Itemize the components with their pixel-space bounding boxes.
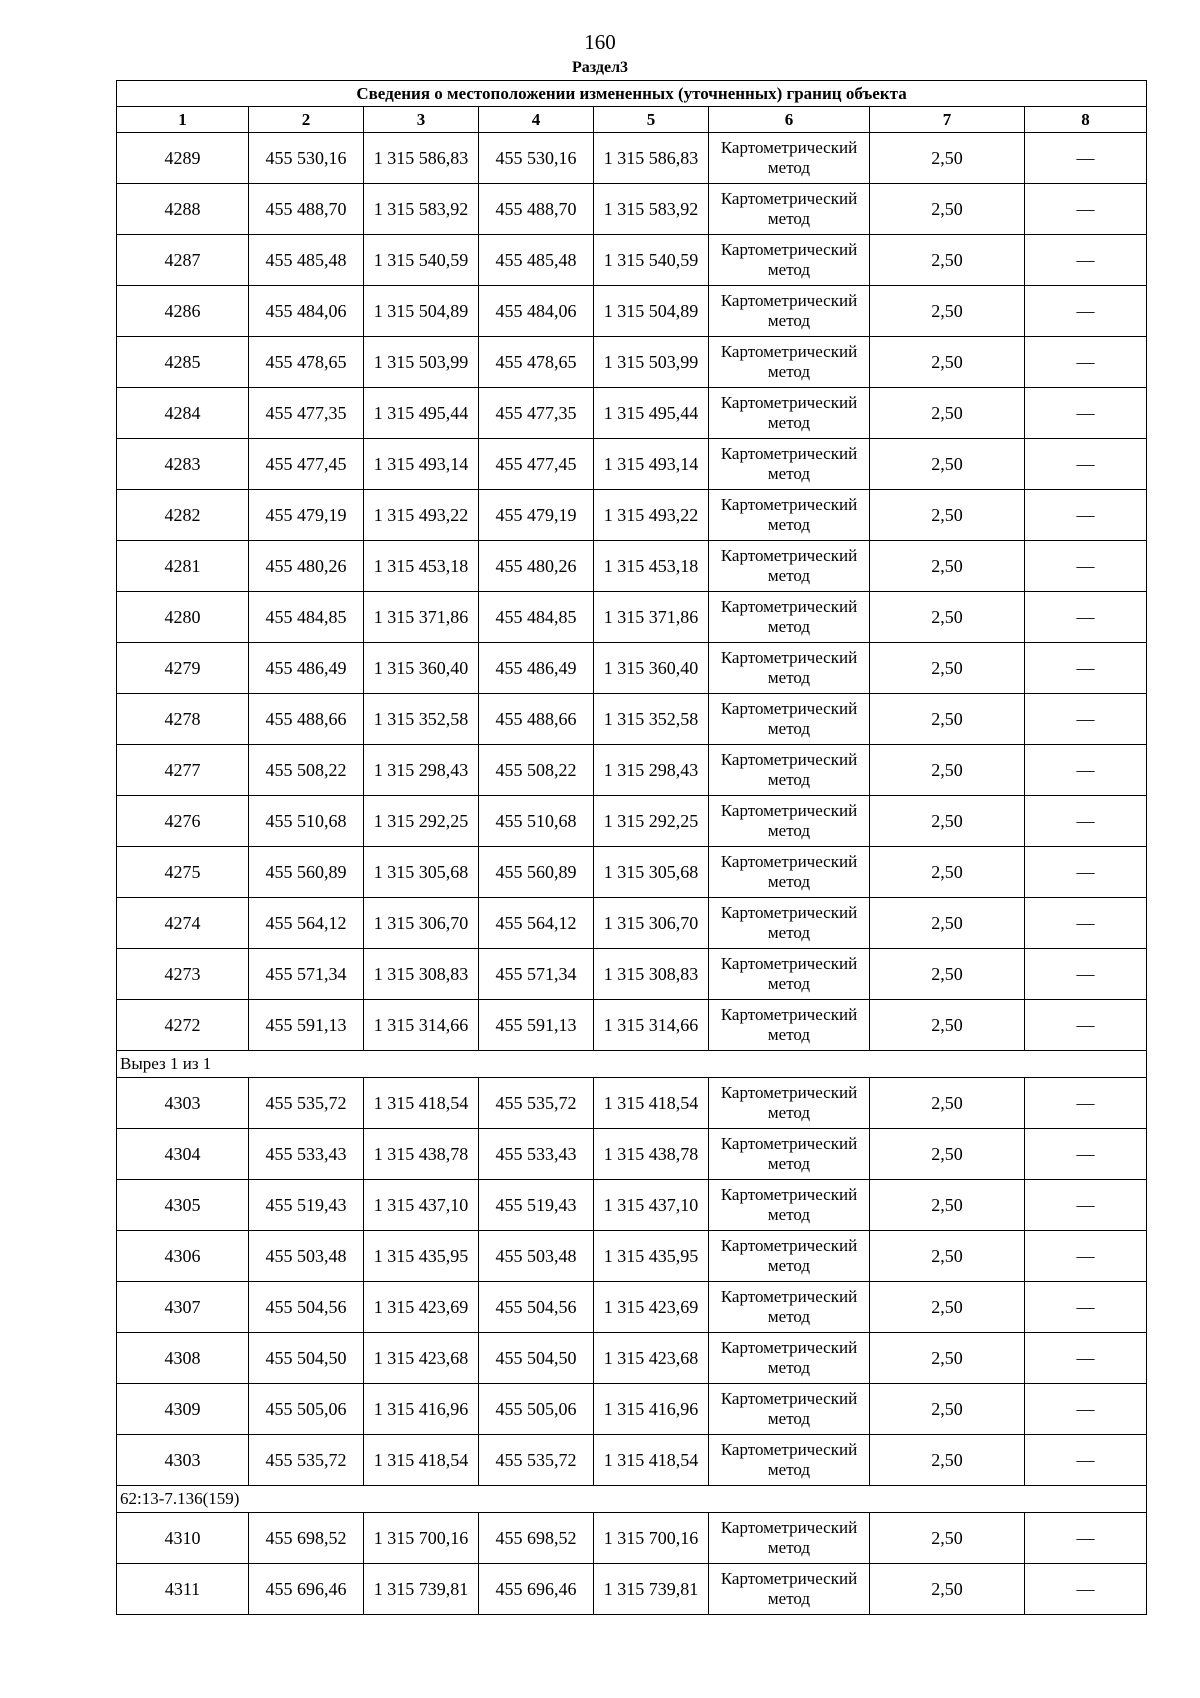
y-old-cell: 1 315 503,99 [364, 337, 479, 388]
method-cell: Картометрический метод [709, 133, 870, 184]
accuracy-cell: 2,50 [870, 847, 1025, 898]
y-old-cell: 1 315 292,25 [364, 796, 479, 847]
y-new-cell: 1 315 540,59 [594, 235, 709, 286]
point-number-cell: 4303 [117, 1078, 249, 1129]
x-old-cell: 455 488,66 [249, 694, 364, 745]
method-cell: Картометрический метод [709, 1513, 870, 1564]
point-number-cell: 4276 [117, 796, 249, 847]
y-new-cell: 1 315 352,58 [594, 694, 709, 745]
y-new-cell: 1 315 306,70 [594, 898, 709, 949]
accuracy-cell: 2,50 [870, 592, 1025, 643]
x-old-cell: 455 535,72 [249, 1078, 364, 1129]
method-cell: Картометрический метод [709, 337, 870, 388]
description-cell: — [1025, 847, 1147, 898]
point-number-cell: 4305 [117, 1180, 249, 1231]
table-row [117, 1513, 1147, 1564]
point-number-cell: 4288 [117, 184, 249, 235]
accuracy-cell: 2,50 [870, 745, 1025, 796]
method-cell: Картометрический метод [709, 949, 870, 1000]
x-old-cell: 455 504,56 [249, 1282, 364, 1333]
y-new-cell: 1 315 493,14 [594, 439, 709, 490]
x-new-cell: 455 484,85 [479, 592, 594, 643]
point-number-cell: 4287 [117, 235, 249, 286]
description-cell: — [1025, 592, 1147, 643]
point-number-cell: 4289 [117, 133, 249, 184]
x-new-cell: 455 571,34 [479, 949, 594, 1000]
x-new-cell: 455 696,46 [479, 1564, 594, 1615]
description-cell: — [1025, 796, 1147, 847]
x-new-cell: 455 503,48 [479, 1231, 594, 1282]
table-row [117, 541, 1147, 592]
description-cell: — [1025, 541, 1147, 592]
x-new-cell: 455 510,68 [479, 796, 594, 847]
x-old-cell: 455 560,89 [249, 847, 364, 898]
x-old-cell: 455 535,72 [249, 1435, 364, 1486]
table-row [117, 1564, 1147, 1615]
accuracy-cell: 2,50 [870, 1384, 1025, 1435]
method-cell: Картометрический метод [709, 1129, 870, 1180]
table-row [117, 1129, 1147, 1180]
description-cell: — [1025, 745, 1147, 796]
description-cell: — [1025, 1129, 1147, 1180]
y-old-cell: 1 315 586,83 [364, 133, 479, 184]
method-cell: Картометрический метод [709, 643, 870, 694]
group-label: Вырез 1 из 1 [117, 1051, 1147, 1078]
y-old-cell: 1 315 423,69 [364, 1282, 479, 1333]
y-new-cell: 1 315 423,68 [594, 1333, 709, 1384]
table-row [117, 1435, 1147, 1486]
table-row [117, 1078, 1147, 1129]
accuracy-cell: 2,50 [870, 133, 1025, 184]
x-old-cell: 455 696,46 [249, 1564, 364, 1615]
accuracy-cell: 2,50 [870, 1000, 1025, 1051]
x-new-cell: 455 477,35 [479, 388, 594, 439]
accuracy-cell: 2,50 [870, 1564, 1025, 1615]
table-row [117, 235, 1147, 286]
point-number-cell: 4311 [117, 1564, 249, 1615]
x-old-cell: 455 478,65 [249, 337, 364, 388]
method-cell: Картометрический метод [709, 490, 870, 541]
x-old-cell: 455 533,43 [249, 1129, 364, 1180]
column-number: 6 [709, 107, 870, 133]
accuracy-cell: 2,50 [870, 1282, 1025, 1333]
x-new-cell: 455 508,22 [479, 745, 594, 796]
description-cell: — [1025, 1384, 1147, 1435]
x-new-cell: 455 519,43 [479, 1180, 594, 1231]
table-row [117, 286, 1147, 337]
accuracy-cell: 2,50 [870, 541, 1025, 592]
description-cell: — [1025, 1180, 1147, 1231]
y-old-cell: 1 315 371,86 [364, 592, 479, 643]
column-number: 7 [870, 107, 1025, 133]
description-cell: — [1025, 337, 1147, 388]
table-row [117, 439, 1147, 490]
x-new-cell: 455 591,13 [479, 1000, 594, 1051]
x-old-cell: 455 477,35 [249, 388, 364, 439]
point-number-cell: 4283 [117, 439, 249, 490]
method-cell: Картометрический метод [709, 1564, 870, 1615]
point-number-cell: 4281 [117, 541, 249, 592]
table-row [117, 184, 1147, 235]
y-new-cell: 1 315 371,86 [594, 592, 709, 643]
y-old-cell: 1 315 504,89 [364, 286, 479, 337]
method-cell: Картометрический метод [709, 1231, 870, 1282]
accuracy-cell: 2,50 [870, 337, 1025, 388]
point-number-cell: 4304 [117, 1129, 249, 1180]
accuracy-cell: 2,50 [870, 1180, 1025, 1231]
y-new-cell: 1 315 739,81 [594, 1564, 709, 1615]
y-old-cell: 1 315 493,22 [364, 490, 479, 541]
description-cell: — [1025, 235, 1147, 286]
table-row [117, 847, 1147, 898]
point-number-cell: 4277 [117, 745, 249, 796]
x-new-cell: 455 533,43 [479, 1129, 594, 1180]
accuracy-cell: 2,50 [870, 490, 1025, 541]
method-cell: Картометрический метод [709, 541, 870, 592]
accuracy-cell: 2,50 [870, 1231, 1025, 1282]
description-cell: — [1025, 286, 1147, 337]
y-new-cell: 1 315 435,95 [594, 1231, 709, 1282]
description-cell: — [1025, 133, 1147, 184]
accuracy-cell: 2,50 [870, 1129, 1025, 1180]
y-new-cell: 1 315 423,69 [594, 1282, 709, 1333]
y-new-cell: 1 315 314,66 [594, 1000, 709, 1051]
x-old-cell: 455 486,49 [249, 643, 364, 694]
y-new-cell: 1 315 453,18 [594, 541, 709, 592]
table-row [117, 592, 1147, 643]
y-old-cell: 1 315 438,78 [364, 1129, 479, 1180]
description-cell: — [1025, 490, 1147, 541]
y-new-cell: 1 315 495,44 [594, 388, 709, 439]
method-cell: Картометрический метод [709, 1435, 870, 1486]
y-new-cell: 1 315 583,92 [594, 184, 709, 235]
x-old-cell: 455 503,48 [249, 1231, 364, 1282]
table-row [117, 643, 1147, 694]
table-row [117, 490, 1147, 541]
x-new-cell: 455 560,89 [479, 847, 594, 898]
column-number: 5 [594, 107, 709, 133]
accuracy-cell: 2,50 [870, 643, 1025, 694]
table-row [117, 745, 1147, 796]
point-number-cell: 4279 [117, 643, 249, 694]
column-number: 2 [249, 107, 364, 133]
x-new-cell: 455 504,50 [479, 1333, 594, 1384]
x-old-cell: 455 564,12 [249, 898, 364, 949]
y-old-cell: 1 315 352,58 [364, 694, 479, 745]
x-old-cell: 455 480,26 [249, 541, 364, 592]
accuracy-cell: 2,50 [870, 1078, 1025, 1129]
y-old-cell: 1 315 540,59 [364, 235, 479, 286]
accuracy-cell: 2,50 [870, 898, 1025, 949]
y-new-cell: 1 315 305,68 [594, 847, 709, 898]
column-number: 1 [117, 107, 249, 133]
point-number-cell: 4272 [117, 1000, 249, 1051]
accuracy-cell: 2,50 [870, 694, 1025, 745]
group-label-row [117, 1486, 1147, 1513]
point-number-cell: 4309 [117, 1384, 249, 1435]
table-row [117, 1000, 1147, 1051]
point-number-cell: 4306 [117, 1231, 249, 1282]
x-new-cell: 455 535,72 [479, 1078, 594, 1129]
x-new-cell: 455 485,48 [479, 235, 594, 286]
table-row [117, 1180, 1147, 1231]
x-old-cell: 455 477,45 [249, 439, 364, 490]
table-row [117, 949, 1147, 1000]
x-new-cell: 455 564,12 [479, 898, 594, 949]
x-new-cell: 455 505,06 [479, 1384, 594, 1435]
table-row [117, 1333, 1147, 1384]
y-old-cell: 1 315 305,68 [364, 847, 479, 898]
accuracy-cell: 2,50 [870, 1333, 1025, 1384]
group-label: 62:13-7.136(159) [117, 1486, 1147, 1513]
y-old-cell: 1 315 435,95 [364, 1231, 479, 1282]
accuracy-cell: 2,50 [870, 286, 1025, 337]
x-new-cell: 455 478,65 [479, 337, 594, 388]
method-cell: Картометрический метод [709, 694, 870, 745]
x-new-cell: 455 480,26 [479, 541, 594, 592]
method-cell: Картометрический метод [709, 388, 870, 439]
accuracy-cell: 2,50 [870, 184, 1025, 235]
method-cell: Картометрический метод [709, 592, 870, 643]
x-old-cell: 455 698,52 [249, 1513, 364, 1564]
table-row [117, 1384, 1147, 1435]
y-old-cell: 1 315 308,83 [364, 949, 479, 1000]
y-new-cell: 1 315 292,25 [594, 796, 709, 847]
description-cell: — [1025, 898, 1147, 949]
y-new-cell: 1 315 418,54 [594, 1435, 709, 1486]
y-old-cell: 1 315 360,40 [364, 643, 479, 694]
y-new-cell: 1 315 700,16 [594, 1513, 709, 1564]
x-new-cell: 455 484,06 [479, 286, 594, 337]
accuracy-cell: 2,50 [870, 235, 1025, 286]
method-cell: Картометрический метод [709, 796, 870, 847]
x-new-cell: 455 477,45 [479, 439, 594, 490]
column-number: 4 [479, 107, 594, 133]
method-cell: Картометрический метод [709, 1180, 870, 1231]
y-new-cell: 1 315 418,54 [594, 1078, 709, 1129]
point-number-cell: 4285 [117, 337, 249, 388]
point-number-cell: 4307 [117, 1282, 249, 1333]
y-old-cell: 1 315 495,44 [364, 388, 479, 439]
description-cell: — [1025, 439, 1147, 490]
description-cell: — [1025, 1435, 1147, 1486]
x-old-cell: 455 485,48 [249, 235, 364, 286]
y-new-cell: 1 315 437,10 [594, 1180, 709, 1231]
point-number-cell: 4284 [117, 388, 249, 439]
method-cell: Картометрический метод [709, 184, 870, 235]
description-cell: — [1025, 1078, 1147, 1129]
y-old-cell: 1 315 493,14 [364, 439, 479, 490]
x-old-cell: 455 508,22 [249, 745, 364, 796]
description-cell: — [1025, 694, 1147, 745]
point-number-cell: 4282 [117, 490, 249, 541]
accuracy-cell: 2,50 [870, 1435, 1025, 1486]
x-old-cell: 455 519,43 [249, 1180, 364, 1231]
method-cell: Картометрический метод [709, 745, 870, 796]
x-old-cell: 455 510,68 [249, 796, 364, 847]
point-number-cell: 4274 [117, 898, 249, 949]
column-number: 8 [1025, 107, 1147, 133]
table-row [117, 337, 1147, 388]
accuracy-cell: 2,50 [870, 796, 1025, 847]
y-new-cell: 1 315 308,83 [594, 949, 709, 1000]
description-cell: — [1025, 1333, 1147, 1384]
point-number-cell: 4275 [117, 847, 249, 898]
y-new-cell: 1 315 493,22 [594, 490, 709, 541]
x-new-cell: 455 479,19 [479, 490, 594, 541]
description-cell: — [1025, 184, 1147, 235]
x-old-cell: 455 505,06 [249, 1384, 364, 1435]
method-cell: Картометрический метод [709, 1333, 870, 1384]
table-row [117, 133, 1147, 184]
x-new-cell: 455 698,52 [479, 1513, 594, 1564]
table-body [117, 133, 1147, 1615]
method-cell: Картометрический метод [709, 439, 870, 490]
x-old-cell: 455 571,34 [249, 949, 364, 1000]
method-cell: Картометрический метод [709, 235, 870, 286]
x-old-cell: 455 484,85 [249, 592, 364, 643]
point-number-cell: 4303 [117, 1435, 249, 1486]
y-new-cell: 1 315 416,96 [594, 1384, 709, 1435]
accuracy-cell: 2,50 [870, 388, 1025, 439]
method-cell: Картометрический метод [709, 1078, 870, 1129]
description-cell: — [1025, 1282, 1147, 1333]
x-old-cell: 455 488,70 [249, 184, 364, 235]
column-number-row [117, 107, 1147, 133]
x-new-cell: 455 488,70 [479, 184, 594, 235]
table-row [117, 694, 1147, 745]
point-number-cell: 4308 [117, 1333, 249, 1384]
y-old-cell: 1 315 416,96 [364, 1384, 479, 1435]
table-row [117, 796, 1147, 847]
description-cell: — [1025, 949, 1147, 1000]
x-new-cell: 455 504,56 [479, 1282, 594, 1333]
y-old-cell: 1 315 583,92 [364, 184, 479, 235]
y-old-cell: 1 315 700,16 [364, 1513, 479, 1564]
x-old-cell: 455 479,19 [249, 490, 364, 541]
method-cell: Картометрический метод [709, 286, 870, 337]
description-cell: — [1025, 1000, 1147, 1051]
y-old-cell: 1 315 423,68 [364, 1333, 479, 1384]
x-new-cell: 455 535,72 [479, 1435, 594, 1486]
page-number: 160 [584, 30, 616, 54]
method-cell: Картометрический метод [709, 1282, 870, 1333]
point-number-cell: 4278 [117, 694, 249, 745]
table-row [117, 1231, 1147, 1282]
x-old-cell: 455 530,16 [249, 133, 364, 184]
group-label-row [117, 1051, 1147, 1078]
table-row [117, 1282, 1147, 1333]
x-old-cell: 455 504,50 [249, 1333, 364, 1384]
y-new-cell: 1 315 298,43 [594, 745, 709, 796]
y-old-cell: 1 315 306,70 [364, 898, 479, 949]
y-old-cell: 1 315 314,66 [364, 1000, 479, 1051]
x-new-cell: 455 530,16 [479, 133, 594, 184]
accuracy-cell: 2,50 [870, 1513, 1025, 1564]
y-new-cell: 1 315 586,83 [594, 133, 709, 184]
y-old-cell: 1 315 739,81 [364, 1564, 479, 1615]
section-label: Раздел3 [571, 59, 629, 76]
point-number-cell: 4310 [117, 1513, 249, 1564]
point-number-cell: 4273 [117, 949, 249, 1000]
description-cell: — [1025, 388, 1147, 439]
table-row [117, 388, 1147, 439]
method-cell: Картометрический метод [709, 898, 870, 949]
table-row [117, 898, 1147, 949]
y-old-cell: 1 315 453,18 [364, 541, 479, 592]
description-cell: — [1025, 1231, 1147, 1282]
x-old-cell: 455 591,13 [249, 1000, 364, 1051]
y-new-cell: 1 315 438,78 [594, 1129, 709, 1180]
y-old-cell: 1 315 418,54 [364, 1435, 479, 1486]
table-title: Сведения о местоположении измененных (уточненных) границ объекта [117, 81, 1147, 107]
point-number-cell: 4280 [117, 592, 249, 643]
point-number-cell: 4286 [117, 286, 249, 337]
y-old-cell: 1 315 298,43 [364, 745, 479, 796]
accuracy-cell: 2,50 [870, 949, 1025, 1000]
method-cell: Картометрический метод [709, 1000, 870, 1051]
method-cell: Картометрический метод [709, 847, 870, 898]
y-new-cell: 1 315 503,99 [594, 337, 709, 388]
column-number: 3 [364, 107, 479, 133]
accuracy-cell: 2,50 [870, 439, 1025, 490]
coordinates-table [116, 80, 1147, 1615]
method-cell: Картометрический метод [709, 1384, 870, 1435]
description-cell: — [1025, 1513, 1147, 1564]
description-cell: — [1025, 1564, 1147, 1615]
description-cell: — [1025, 643, 1147, 694]
x-new-cell: 455 486,49 [479, 643, 594, 694]
y-new-cell: 1 315 360,40 [594, 643, 709, 694]
y-old-cell: 1 315 418,54 [364, 1078, 479, 1129]
x-old-cell: 455 484,06 [249, 286, 364, 337]
x-new-cell: 455 488,66 [479, 694, 594, 745]
y-old-cell: 1 315 437,10 [364, 1180, 479, 1231]
y-new-cell: 1 315 504,89 [594, 286, 709, 337]
